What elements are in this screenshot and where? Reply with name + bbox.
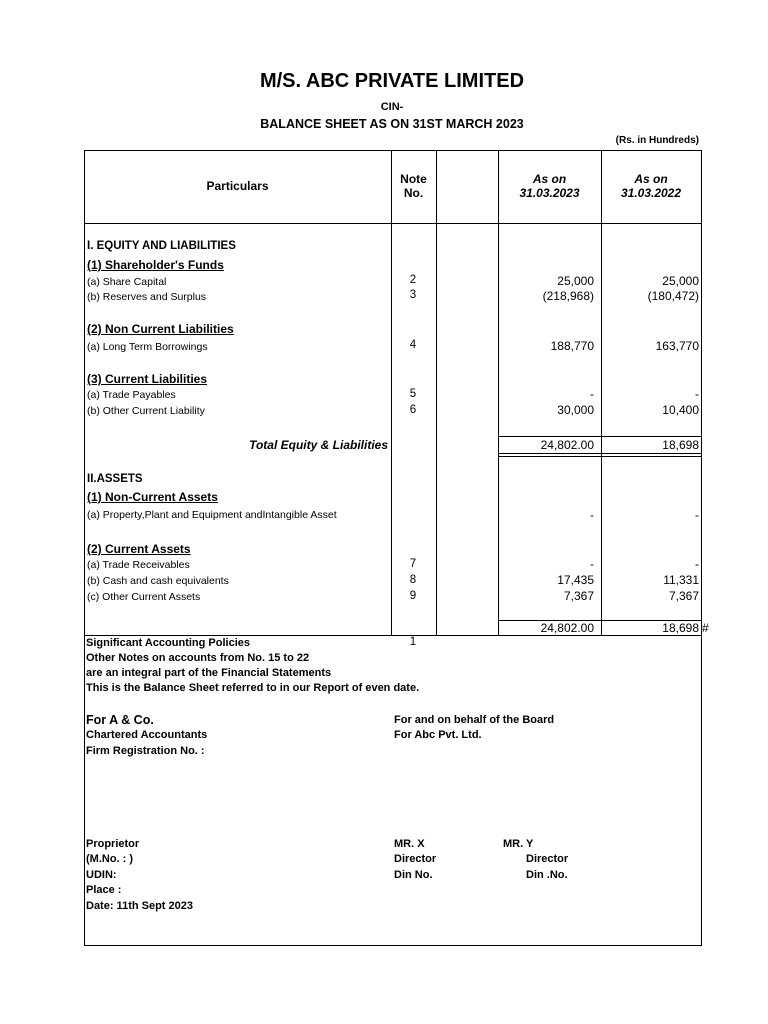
total-bottom-rule-1 — [498, 453, 701, 454]
policies-note: 1 — [409, 636, 417, 648]
ltb-note: 4 — [409, 339, 417, 351]
membership-no: (M.No. : ) — [86, 853, 134, 865]
reserves-cy: (218,968) — [542, 289, 594, 303]
non-current-liabilities-heading: (2) Non Current Liabilities — [87, 322, 234, 336]
board-line-1: For and on behalf of the Board — [394, 714, 555, 726]
ltb-py: 163,770 — [655, 339, 699, 353]
receivables-py: - — [695, 557, 699, 571]
total-assets-cy: 24,802.00 — [540, 621, 594, 635]
company-name: M/S. ABC PRIVATE LIMITED — [259, 70, 525, 92]
trade-payables-label: (a) Trade Payables — [87, 389, 176, 401]
col-cy-line1: As on — [532, 172, 567, 186]
share-capital-note: 2 — [409, 274, 417, 286]
cin-label: CIN- — [380, 101, 404, 113]
col-note-line1: Note — [400, 172, 427, 186]
board-line-2: For Abc Pvt. Ltd. — [394, 729, 482, 741]
total-bottom-rule-2 — [498, 456, 701, 457]
shareholders-funds-heading: (1) Shareholder's Funds — [87, 258, 224, 272]
total-equity-liabilities-py: 18,698 — [662, 438, 699, 452]
receivables-label: (a) Trade Receivables — [87, 559, 190, 571]
cash-label: (b) Cash and cash equivalents — [87, 575, 229, 587]
other-cl-label: (b) Other Current Liability — [87, 405, 205, 417]
notes-line-3: This is the Balance Sheet referred to in our Report of even date. — [86, 682, 420, 694]
other-ca-cy: 7,367 — [563, 589, 594, 603]
units-note: (Rs. in Hundreds) — [615, 135, 699, 146]
other-ca-label: (c) Other Current Assets — [87, 591, 201, 603]
col-py-line1: As on — [634, 172, 668, 186]
ppe-py: - — [695, 508, 699, 522]
current-assets-heading: (2) Current Assets — [87, 542, 191, 556]
reserves-py: (180,472) — [647, 289, 699, 303]
reserves-note: 3 — [409, 289, 417, 301]
total-equity-liabilities-label: Total Equity & Liabilities — [249, 438, 388, 452]
trade-payables-cy: - — [590, 387, 594, 401]
other-ca-note: 9 — [409, 590, 417, 602]
receivables-cy: - — [590, 557, 594, 571]
ppe-label: (a) Property,Plant and Equipment andIntangible Asset — [87, 509, 337, 521]
other-cl-note: 6 — [409, 404, 417, 416]
total-top-rule — [498, 436, 701, 437]
other-cl-cy: 30,000 — [557, 403, 594, 417]
total-overflow-marker: # — [702, 621, 709, 635]
total-equity-liabilities-cy: 24,802.00 — [540, 438, 594, 452]
director-1-name: MR. X — [394, 838, 425, 850]
trade-payables-py: - — [695, 387, 699, 401]
current-liabilities-heading: (3) Current Liabilities — [87, 372, 208, 386]
cash-py: 11,331 — [663, 573, 699, 587]
receivables-note: 7 — [409, 558, 417, 570]
place-label: Place : — [86, 884, 122, 896]
ltb-label: (a) Long Term Borrowings — [87, 341, 208, 353]
col-cy-line2: 31.03.2023 — [519, 186, 580, 200]
udin-label: UDIN: — [86, 869, 117, 881]
other-ca-py: 7,367 — [668, 589, 699, 603]
ppe-cy: - — [590, 508, 594, 522]
header-rule — [84, 223, 701, 224]
assets-heading: II.ASSETS — [87, 473, 143, 485]
cash-cy: 17,435 — [557, 573, 594, 587]
notes-line-2: are an integral part of the Financial Statements — [86, 667, 332, 679]
trade-payables-note: 5 — [409, 388, 417, 400]
col-note-line2: No. — [403, 186, 424, 200]
director-1-title: Director — [394, 853, 437, 865]
non-current-assets-heading: (1) Non-Current Assets — [87, 490, 218, 504]
auditor-firm-type: Chartered Accountants — [86, 729, 208, 741]
share-capital-cy: 25,000 — [557, 274, 594, 288]
equity-heading: I. EQUITY AND LIABILITIES — [87, 240, 236, 252]
notes-line-1: Other Notes on accounts from No. 15 to 22 — [86, 652, 310, 664]
share-capital-py: 25,000 — [662, 274, 699, 288]
reserves-label: (b) Reserves and Surplus — [87, 291, 207, 303]
statement-title: BALANCE SHEET AS ON 31ST MARCH 2023 — [260, 117, 524, 131]
total-assets-py: 18,698 — [662, 621, 699, 635]
share-capital-label: (a) Share Capital — [87, 276, 167, 288]
policies-label: Significant Accounting Policies — [86, 637, 251, 649]
director-2-name: MR. Y — [503, 838, 534, 850]
ltb-cy: 188,770 — [550, 339, 594, 353]
other-cl-py: 10,400 — [662, 403, 699, 417]
proprietor-label: Proprietor — [86, 838, 140, 850]
cash-note: 8 — [409, 574, 417, 586]
director-2-title: Director — [526, 853, 569, 865]
col-particulars: Particulars — [206, 179, 269, 193]
auditor-firm-name: For A & Co. — [86, 713, 154, 727]
col-py-line2: 31.03.2022 — [620, 186, 682, 200]
director-2-din: Din .No. — [526, 869, 568, 881]
firm-registration: Firm Registration No. : — [86, 745, 205, 757]
director-1-din: Din No. — [394, 869, 433, 881]
signing-date: Date: 11th Sept 2023 — [86, 900, 193, 912]
